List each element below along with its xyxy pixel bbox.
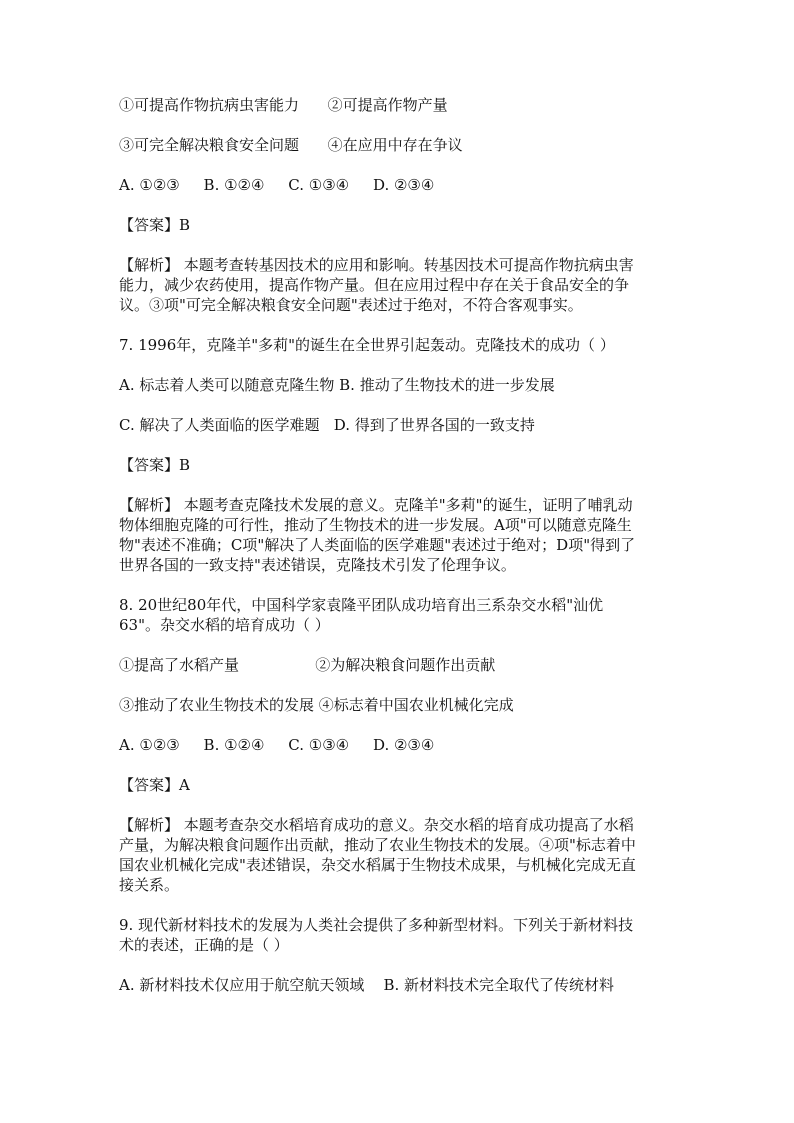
paragraph-line: 物体细胞克隆的可行性，推动了生物技术的进一步发展。A项"可以随意克隆生 [119, 516, 632, 534]
analysis-paragraph [119, 815, 679, 895]
paragraph-line: 国农业机械化完成"表述错误，杂交水稻属于生物技术成果，与机械化完成无直 [119, 856, 636, 874]
paragraph-line: 8. 20世纪80年代，中国科学家袁隆平团队成功培育出三系杂交水稻"汕优 [119, 596, 604, 614]
paragraph-line: 术的表述，正确的是（ ） [119, 936, 289, 954]
answer-line: 【答案】A [119, 776, 190, 794]
paragraph-line: 【解析】 本题考查转基因技术的应用和影响。转基因技术可提高作物抗病虫害 [119, 256, 634, 274]
paragraph-line: 世界各国的一致支持"表述错误，克隆技术引发了伦理争议。 [119, 556, 516, 574]
choices-line: A. ①②③ B. ①②④ C. ①③④ D. ②③④ [119, 736, 435, 754]
analysis-paragraph [119, 495, 679, 575]
analysis-paragraph [119, 255, 679, 315]
paragraph-line: 【解析】 本题考查克隆技术发展的意义。克隆羊"多莉"的诞生，证明了哺乳动 [119, 496, 633, 514]
answer-line: 【答案】B [119, 456, 191, 474]
question-7-options-cd: C. 解决了人类面临的医学难题 D. 得到了世界各国的一致支持 [119, 416, 535, 434]
paragraph-line: 接关系。 [119, 876, 180, 894]
paragraph-line: 【解析】 本题考查杂交水稻培育成功的意义。杂交水稻的培育成功提高了水稻 [119, 816, 634, 834]
options-line-1: ①可提高作物抗病虫害能力 ②可提高作物产量 [119, 96, 448, 114]
options-line-2: ③可完全解决粮食安全问题 ④在应用中存在争议 [119, 136, 463, 154]
paragraph-line: 产量，为解决粮食问题作出贡献，推动了农业生物技术的发展。④项"标志着中 [119, 836, 636, 854]
paragraph-line: 议。③项"可完全解决粮食安全问题"表述过于绝对，不符合客观事实。 [119, 296, 583, 314]
question-9-options-ab: A. 新材料技术仅应用于航空航天领域 B. 新材料技术完全取代了传统材料 [119, 976, 615, 994]
question-9 [119, 915, 679, 955]
choices-line: A. ①②③ B. ①②④ C. ①③④ D. ②③④ [119, 176, 435, 194]
paragraph-line: 能力，减少农药使用，提高作物产量。但在应用过程中存在关于食品安全的争 [119, 276, 630, 294]
paragraph-line: 9. 现代新材料技术的发展为人类社会提供了多种新型材料。下列关于新材料技 [119, 916, 634, 934]
question-7-options-ab: A. 标志着人类可以随意克隆生物 B. 推动了生物技术的进一步发展 [119, 376, 555, 394]
answer-line: 【答案】B [119, 216, 191, 234]
paragraph-line: 物"表述不准确；C项"解决了人类面临的医学难题"表述过于绝对；D项"得到了 [119, 536, 636, 554]
question-8-options-2: ③推动了农业生物技术的发展 ④标志着中国农业机械化完成 [119, 696, 514, 714]
paragraph-line: 63"。杂交水稻的培育成功（ ） [119, 616, 330, 634]
question-8 [119, 595, 679, 635]
question-8-options-1: ①提高了水稻产量 ②为解决粮食问题作出贡献 [119, 656, 496, 674]
question-7: 7. 1996年，克隆羊"多莉"的诞生在全世界引起轰动。克隆技术的成功（ ） [119, 336, 615, 354]
